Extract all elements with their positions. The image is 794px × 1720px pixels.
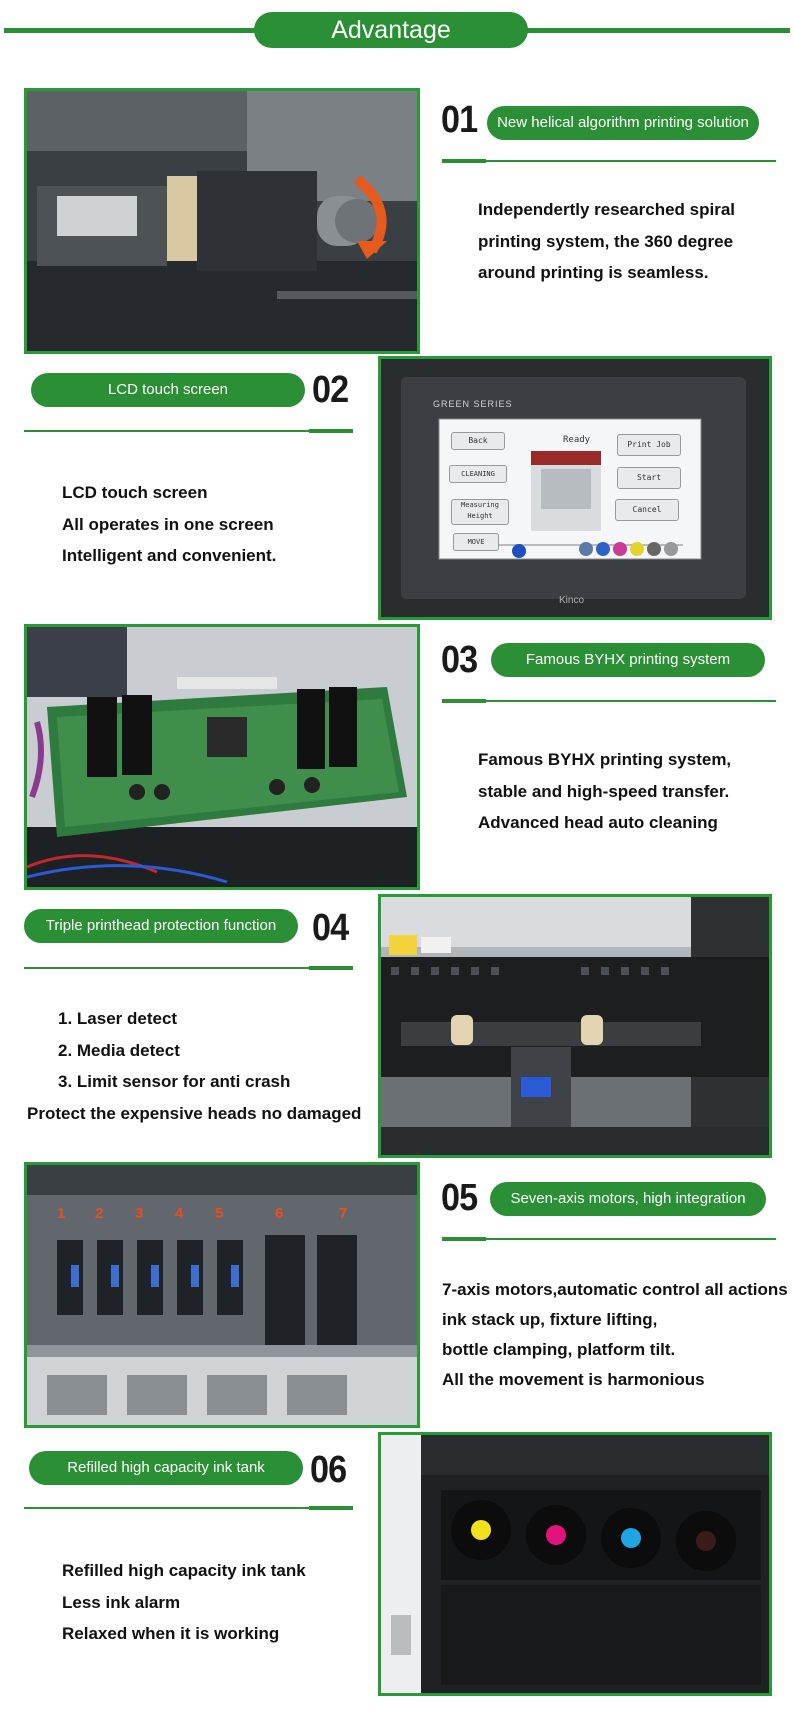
section-rule-accent	[309, 1506, 353, 1510]
section-rule	[24, 1507, 353, 1509]
section-pill: Famous BYHX printing system	[491, 643, 765, 677]
section-rule-accent	[309, 966, 353, 970]
section-rule	[442, 1238, 776, 1240]
section-desc-line: around printing is seamless.	[478, 263, 709, 282]
motor-label: 7	[339, 1205, 348, 1222]
photo-helical-motor	[24, 88, 420, 354]
photo-byhx-board	[24, 624, 420, 890]
lcd-maker-label: Kinco	[559, 595, 585, 606]
photo-seven-axis-motors	[24, 1162, 420, 1428]
photo-printhead-protection	[378, 894, 772, 1158]
section-pill: Refilled high capacity ink tank	[29, 1451, 303, 1485]
section-desc-line: Intelligent and convenient.	[62, 546, 277, 565]
section-rule-accent	[309, 429, 353, 433]
section-desc-line: Independertly researched spiral	[478, 200, 735, 219]
section-pill: LCD touch screen	[31, 373, 305, 407]
motor-label: 6	[275, 1205, 284, 1222]
section-number: 03	[441, 639, 478, 681]
section-desc-line: 7-axis motors,automatic control all actions	[442, 1280, 788, 1299]
section-pill: Triple printhead protection function	[24, 909, 298, 943]
lcd-measuring-height-button: Measuring Height	[451, 499, 509, 525]
section-rule	[442, 160, 776, 162]
motor-label: 2	[95, 1205, 104, 1222]
section-desc-line: LCD touch screen	[62, 483, 208, 502]
section-desc-line: All the movement is harmonious	[442, 1370, 705, 1389]
section-desc-line: Famous BYHX printing system,	[478, 750, 732, 769]
lcd-cleaning-button: CLEANING	[449, 465, 507, 483]
lcd-print-job-button: Print Job	[617, 434, 681, 456]
section-desc-line: Protect the expensive heads no damaged	[27, 1104, 362, 1123]
motor-label: 5	[215, 1205, 224, 1222]
section-desc-line: 1. Laser detect	[58, 1009, 178, 1028]
section-desc-line: All operates in one screen	[62, 515, 274, 534]
section-desc-line: ink stack up, fixture lifting,	[442, 1310, 658, 1329]
section-number: 05	[441, 1177, 478, 1219]
section-number: 06	[310, 1449, 347, 1491]
header-rule-right	[526, 28, 790, 33]
section-desc-line: Relaxed when it is working	[62, 1624, 280, 1643]
section-desc-line: 2. Media detect	[58, 1041, 180, 1060]
section-number: 04	[312, 907, 349, 949]
section-rule-accent	[442, 159, 486, 163]
motor-label: 1	[57, 1205, 66, 1222]
section-desc-line: printing system, the 360 degree	[478, 232, 734, 251]
section-pill: New helical algorithm printing solution	[487, 106, 759, 140]
section-rule	[24, 967, 353, 969]
photo-ink-tank	[378, 1432, 772, 1696]
section-desc-line: Refilled high capacity ink tank	[62, 1561, 306, 1580]
lcd-brand-label: GREEN SERIES	[433, 399, 513, 409]
section-desc-line: bottle clamping, platform tilt.	[442, 1340, 676, 1359]
lcd-start-button: Start	[617, 467, 681, 489]
section-rule-accent	[442, 1237, 486, 1241]
lcd-move-button: MOVE	[453, 533, 499, 551]
section-rule	[442, 700, 776, 702]
page-title: Advantage	[254, 12, 528, 48]
lcd-status-label: Ready	[563, 435, 591, 445]
lcd-back-button: Back	[451, 432, 505, 450]
section-desc-line: 3. Limit sensor for anti crash	[58, 1072, 291, 1091]
section-pill: Seven-axis motors, high integration	[490, 1182, 766, 1216]
section-number: 01	[441, 99, 478, 141]
photo-lcd-touch-screen	[378, 356, 772, 620]
section-number: 02	[312, 369, 349, 411]
section-rule-accent	[442, 699, 486, 703]
header-rule-left	[4, 28, 256, 33]
section-desc-line: Advanced head auto cleaning	[478, 813, 718, 832]
section-rule	[24, 430, 353, 432]
section-desc-line: stable and high-speed transfer.	[478, 782, 730, 801]
section-desc-line: Less ink alarm	[62, 1593, 181, 1612]
motor-label: 3	[135, 1205, 144, 1222]
lcd-cancel-button: Cancel	[615, 499, 679, 521]
motor-label: 4	[175, 1205, 184, 1222]
